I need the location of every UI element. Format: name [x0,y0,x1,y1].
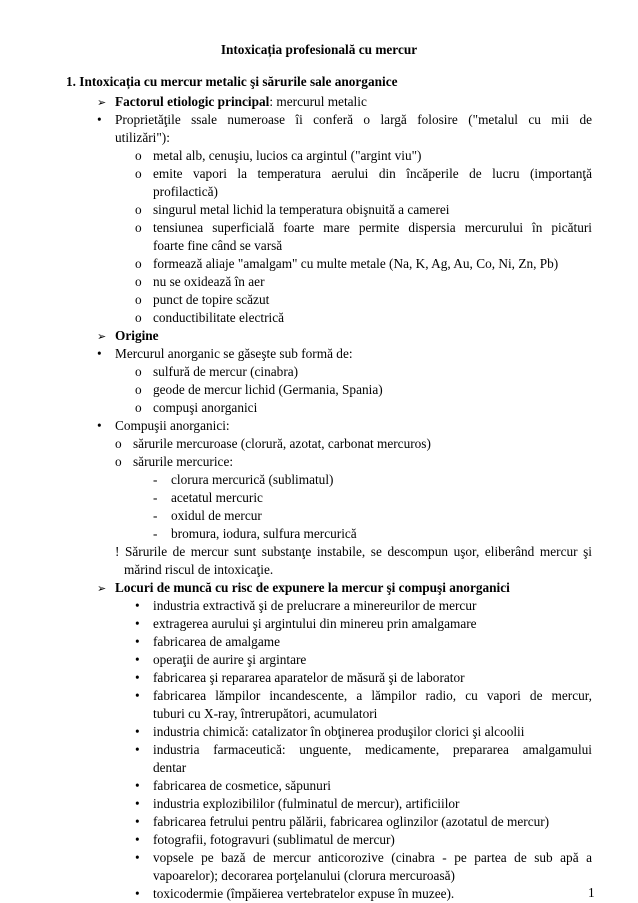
property-item: conductibilitate electrică [153,310,285,325]
etiologic-factor-label: Factorul etiologic principal [115,94,270,109]
page-title: Intoxicația profesională cu mercur [220,42,418,57]
workplace-item: fabricarea şi repararea aparatelor de măsură şi de laborator [153,670,465,685]
arrow-bullet-icon: ➢ [97,96,107,109]
circle-bullet-icon: o [135,166,142,181]
dot-bullet-icon: • [135,616,140,631]
compound-item: sărurile mercurice: [133,454,234,469]
property-item: tensiunea superficială foarte mare permite dispersia mercurului în picături [153,220,592,235]
dot-bullet-icon: • [135,688,140,703]
mercuric-salt-item: oxidul de mercur [171,508,262,523]
property-item: metal alb, cenuşiu, lucios ca argintul ("argint viu") [153,148,422,163]
property-item: nu se oxidează în aer [153,274,265,289]
workplace-item-cont: vapoarelor); decorarea porţelanului (clorura mercuroasă) [153,868,455,883]
dot-bullet-icon: • [135,724,140,739]
dash-bullet-icon: - [153,472,158,487]
arrow-bullet-icon: ➢ [97,582,107,595]
workplaces-label: Locuri de muncă cu risc de expunere la mercur şi compuşi anorganici [115,580,510,595]
circle-bullet-icon: o [135,148,142,163]
dot-bullet-icon: • [135,886,140,901]
workplace-item: fabricarea de cosmetice, săpunuri [153,778,331,793]
circle-bullet-icon: o [135,202,142,217]
dot-bullet-icon: • [135,778,140,793]
workplace-item: industria chimică: catalizator în obţinerea produşilor clorici şi alcoolii [153,724,525,739]
circle-bullet-icon: o [135,220,142,235]
dot-bullet-icon: • [135,652,140,667]
circle-bullet-icon: o [115,436,122,451]
circle-bullet-icon: o [135,310,142,325]
properties-line2: utilizări"): [115,130,170,145]
warning-note-cont: mărind riscul de intoxicaţie. [124,562,274,577]
form-item: compuşi anorganici [153,400,258,415]
dot-bullet-icon: • [135,742,140,757]
compound-item: sărurile mercuroase (clorură, azotat, carbonat mercuros) [133,436,431,451]
dot-bullet-icon: • [135,670,140,685]
anorganic-intro: Mercurul anorganic se găseşte sub formă de: [115,346,353,361]
section-heading: 1. Intoxicația cu mercur metalic şi sărurile sale anorganice [66,74,398,89]
workplace-item-cont: dentar [153,760,187,775]
workplace-item: toxicodermie (împăierea vertebratelor expuse în muzee). [153,886,455,901]
property-item: formează aliaje "amalgam" cu multe metale (Na, K, Ag, Au, Co, Ni, Zn, Pb) [153,256,559,271]
dot-bullet-icon: • [135,814,140,829]
arrow-bullet-icon: ➢ [97,330,107,343]
dot-bullet-icon: • [135,850,140,865]
circle-bullet-icon: o [115,454,122,469]
property-item: emite vapori la temperatura aerului din încăperile de lucru (importanţă [153,166,592,181]
origin-label: Origine [115,328,159,343]
compounds-label: Compuşii anorganici: [115,418,230,433]
form-item: geode de mercur lichid (Germania, Spania) [153,382,383,397]
form-item: sulfură de mercur (cinabra) [153,364,299,379]
property-item: punct de topire scăzut [153,292,270,307]
dot-bullet-icon: • [97,346,102,361]
workplace-item: extragerea aurului şi argintului din minereu prin amalgamare [153,616,477,631]
etiologic-factor [115,93,367,110]
circle-bullet-icon: o [135,400,142,415]
etiologic-factor-text: : mercurul metalic [269,94,367,109]
mercuric-salt-item: clorura mercurică (sublimatul) [171,472,334,487]
mercuric-salt-item: bromura, iodura, sulfura mercurică [171,526,357,541]
circle-bullet-icon: o [135,382,142,397]
page-number: 1 [588,885,595,900]
workplace-item: fabricarea fetrului pentru pălării, fabricarea oglinzilor (azotatul de mercur) [153,814,550,829]
workplace-item: fabricarea lămpilor incandescente, a lămpilor radio, cu vapori de mercur, [153,688,592,703]
warning-note: ! Sărurile de mercur sunt substanţe instabile, se descompun uşor, eliberând mercur şi [115,544,592,559]
mercuric-salt-item: acetatul mercuric [171,490,263,505]
dot-bullet-icon: • [135,598,140,613]
dash-bullet-icon: - [153,508,158,523]
circle-bullet-icon: o [135,364,142,379]
circle-bullet-icon: o [135,292,142,307]
property-item-cont: foarte fine când se varsă [153,238,283,253]
workplace-item: industria farmaceutică: unguente, medicamente, prepararea amalgamului [153,742,592,757]
property-item: singurul metal lichid la temperatura obişnuită a camerei [153,202,450,217]
dot-bullet-icon: • [135,634,140,649]
dot-bullet-icon: • [97,112,102,127]
dot-bullet-icon: • [135,796,140,811]
dash-bullet-icon: - [153,526,158,541]
property-item-cont: profilactică) [153,184,218,199]
workplace-item: operaţii de aurire şi argintare [153,652,307,667]
workplace-item: industria extractivă şi de prelucrare a minereurilor de mercur [153,598,477,613]
dot-bullet-icon: • [97,418,102,433]
workplace-item: industria explozibililor (fulminatul de mercur), artificiilor [153,796,460,811]
workplace-item: vopsele pe bază de mercur anticorozive (cinabra - pe partea de sub apă a [153,850,592,865]
circle-bullet-icon: o [135,274,142,289]
dot-bullet-icon: • [135,832,140,847]
dash-bullet-icon: - [153,490,158,505]
workplace-item-cont: tuburi cu X-ray, întrerupători, acumulatori [153,706,378,721]
properties-line1: Proprietăţile ssale numeroase îi conferă o largă folosire ("metalul cu mii de [115,112,592,127]
workplace-item: fabricarea de amalgame [153,634,280,649]
workplace-item: fotografii, fotogravuri (sublimatul de mercur) [153,832,395,847]
circle-bullet-icon: o [135,256,142,271]
